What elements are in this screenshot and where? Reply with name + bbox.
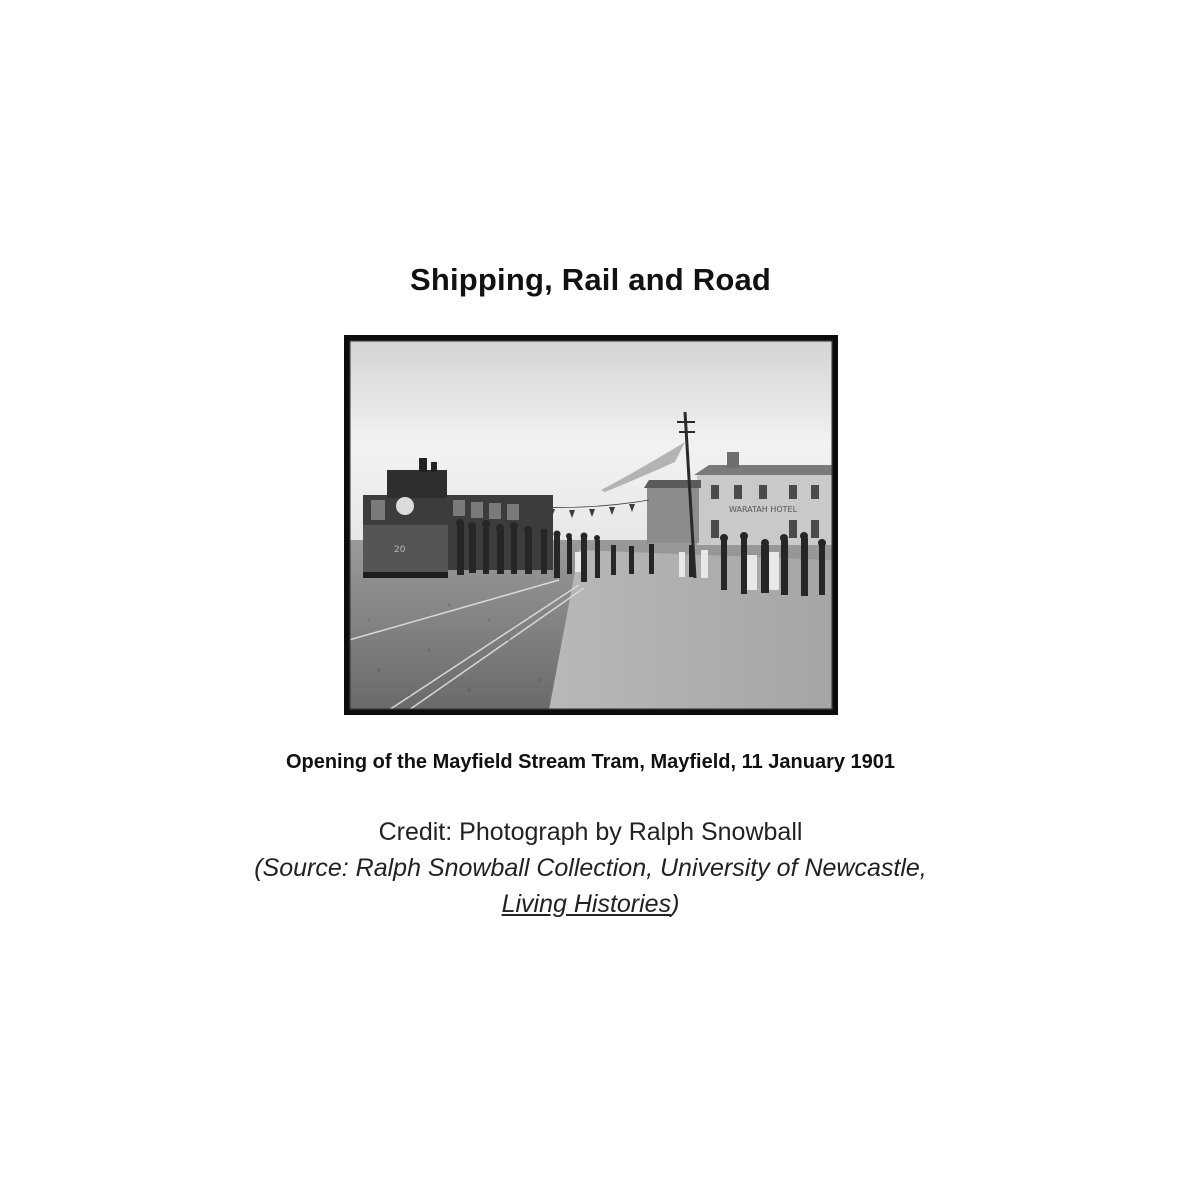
- hotel-sign: WARATAH HOTEL: [729, 505, 798, 514]
- source-line: (Source: Ralph Snowball Collection, University of Newcastle,: [254, 854, 927, 882]
- tram-photo-illustration: [349, 340, 833, 710]
- photo-credit: [0, 814, 1181, 922]
- photo-caption: Opening of the Mayfield Stream Tram, Mayfield, 11 January 1901: [285, 751, 896, 773]
- page-title: Shipping, Rail and Road: [409, 262, 772, 297]
- living-histories-link[interactable]: Living Histories: [501, 890, 672, 918]
- tram-number: 20: [394, 545, 406, 555]
- historic-photo: [344, 335, 838, 715]
- credit-line: Credit: Photograph by Ralph Snowball: [378, 818, 803, 846]
- source-link-line: [0, 886, 1181, 922]
- source-suffix: ): [671, 890, 680, 918]
